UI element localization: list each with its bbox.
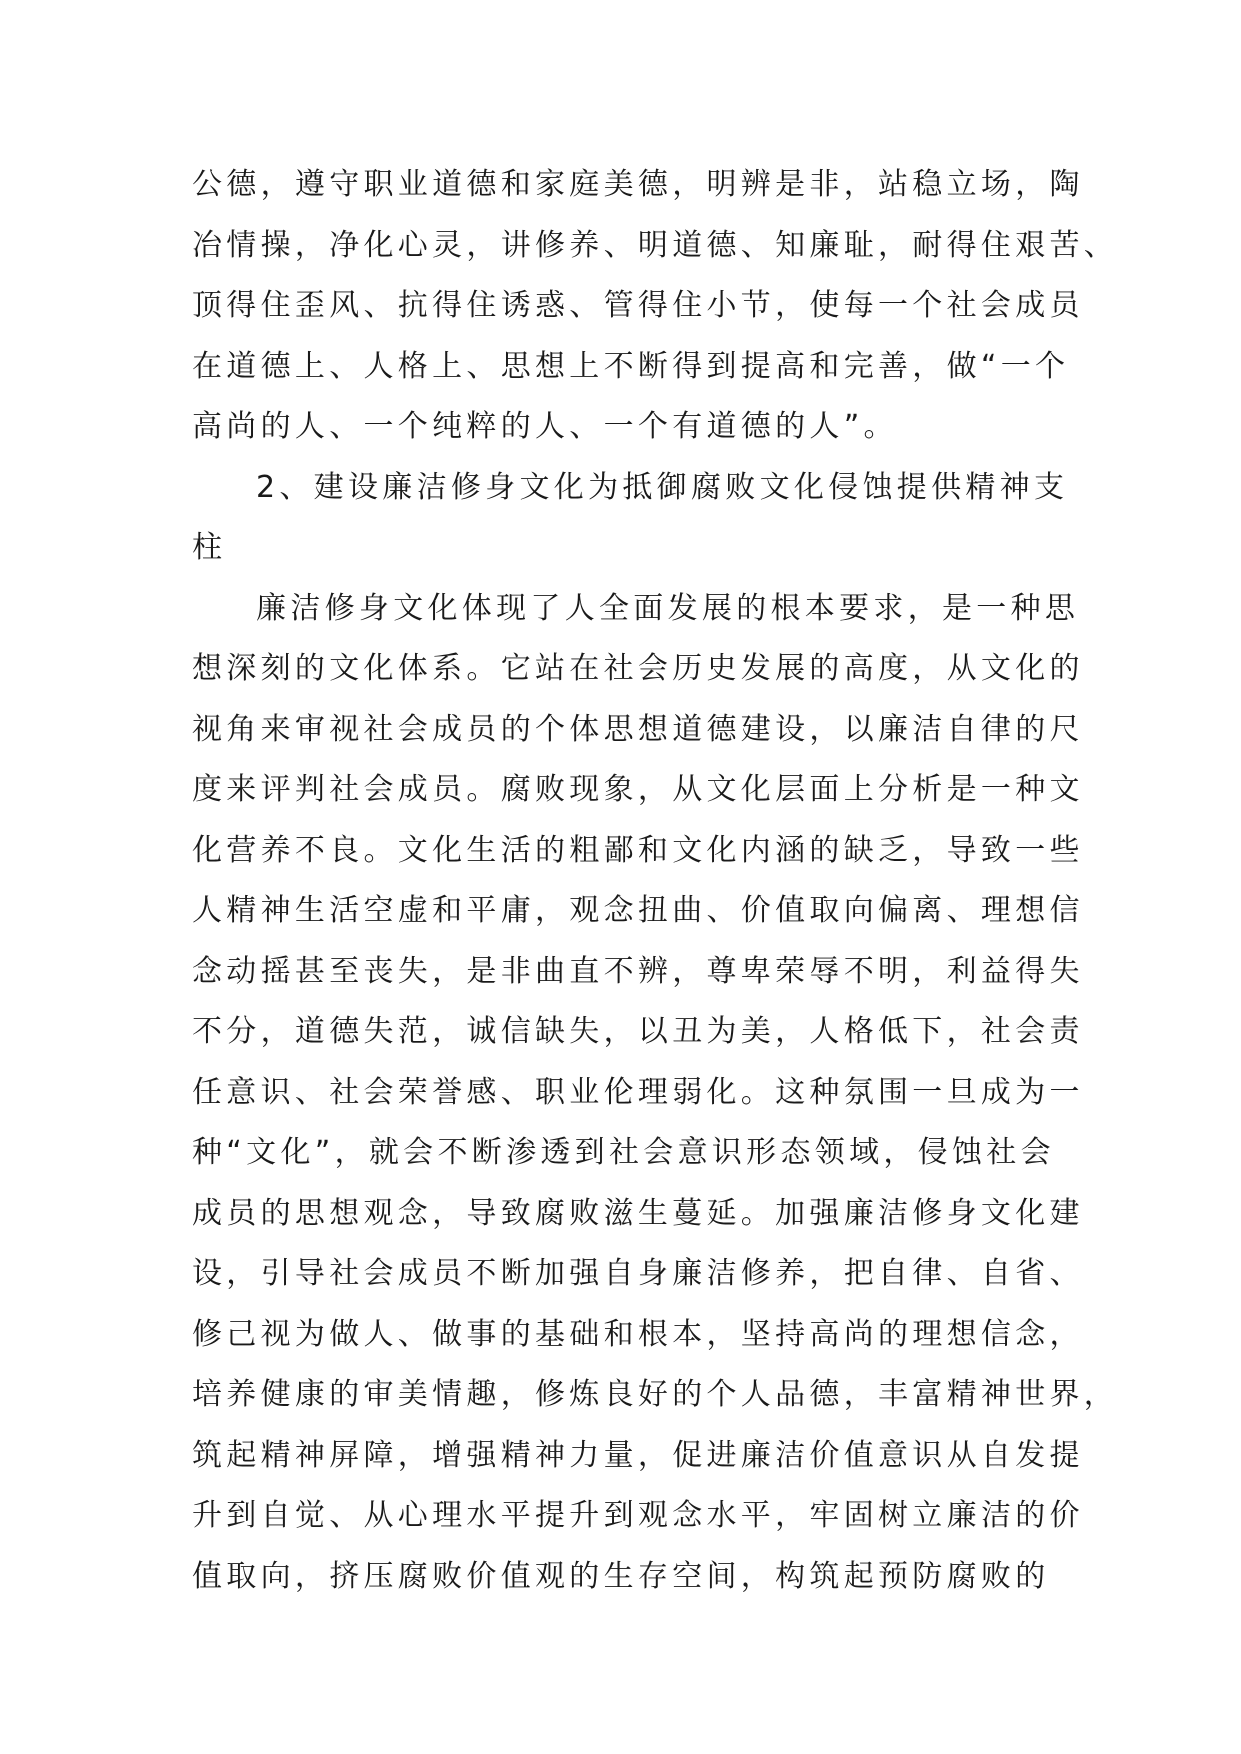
text-line: 筑起精神屏障，增强精神力量，促进廉洁价值意识从自发提 <box>192 1437 1084 1473</box>
text-line: 不分，道德失范，诚信缺失，以丑为美，人格低下，社会责 <box>192 1014 1084 1049</box>
text-line: 值取向，挤压腐败价值观的生存空间，构筑起预防腐败的 <box>192 1558 1050 1594</box>
text-line: 修己视为做人、做事的基础和根本，坚持高尚的理想信念， <box>192 1316 1084 1352</box>
text-line: 度来评判社会成员。腐败现象，从文化层面上分析是一种文 <box>192 772 1084 807</box>
text-line: 升到自觉、从心理水平提升到观念水平，牢固树立廉洁的价 <box>192 1498 1084 1533</box>
text-line: 想深刻的文化体系。它站在社会历史发展的高度，从文化的 <box>192 651 1084 686</box>
text-line: 视角来审视社会成员的个体思想道德建设，以廉洁自律的尺 <box>192 711 1084 747</box>
text-line: 人精神生活空虚和平庸，观念扭曲、价值取向偏离、理想信 <box>192 893 1084 928</box>
text-line: 公德，遵守职业道德和家庭美德，明辨是非，站稳立场，陶 <box>192 167 1084 202</box>
text-line: 成员的思想观念，导致腐败滋生蔓延。加强廉洁修身文化建 <box>192 1195 1084 1231</box>
text-line: 在道德上、人格上、思想上不断得到提高和完善，做“一个 <box>192 348 1070 384</box>
text-line: 任意识、社会荣誉感、职业伦理弱化。这种氛围一旦成为一 <box>192 1074 1084 1110</box>
text-line: 冶情操，净化心灵，讲修养、明道德、知廉耻，耐得住艰苦、 <box>192 227 1119 263</box>
text-line: 种“文化”，就会不断渗透到社会意识形态领域，侵蚀社会 <box>192 1135 1055 1170</box>
text-line: 化营养不良。文化生活的粗鄙和文化内涵的缺乏，导致一些 <box>192 832 1084 868</box>
document-body <box>192 155 1119 1607</box>
text-line: 2、建设廉洁修身文化为抵御腐败文化侵蚀提供精神支 <box>256 469 1069 505</box>
text-line: 念动摇甚至丧失，是非曲直不辨，尊卑荣辱不明，利益得失 <box>192 953 1084 989</box>
text-line: 高尚的人、一个纯粹的人、一个有道德的人”。 <box>192 409 898 444</box>
text-line: 廉洁修身文化体现了人全面发展的根本要求，是一种思 <box>256 590 1080 626</box>
text-line: 设，引导社会成员不断加强自身廉洁修养，把自律、自省、 <box>192 1256 1084 1291</box>
text-line: 柱 <box>192 530 227 565</box>
text-line: 培养健康的审美情趣，修炼良好的个人品德，丰富精神世界， <box>192 1377 1119 1412</box>
text-line: 顶得住歪风、抗得住诱惑、管得住小节，使每一个社会成员 <box>192 288 1084 323</box>
